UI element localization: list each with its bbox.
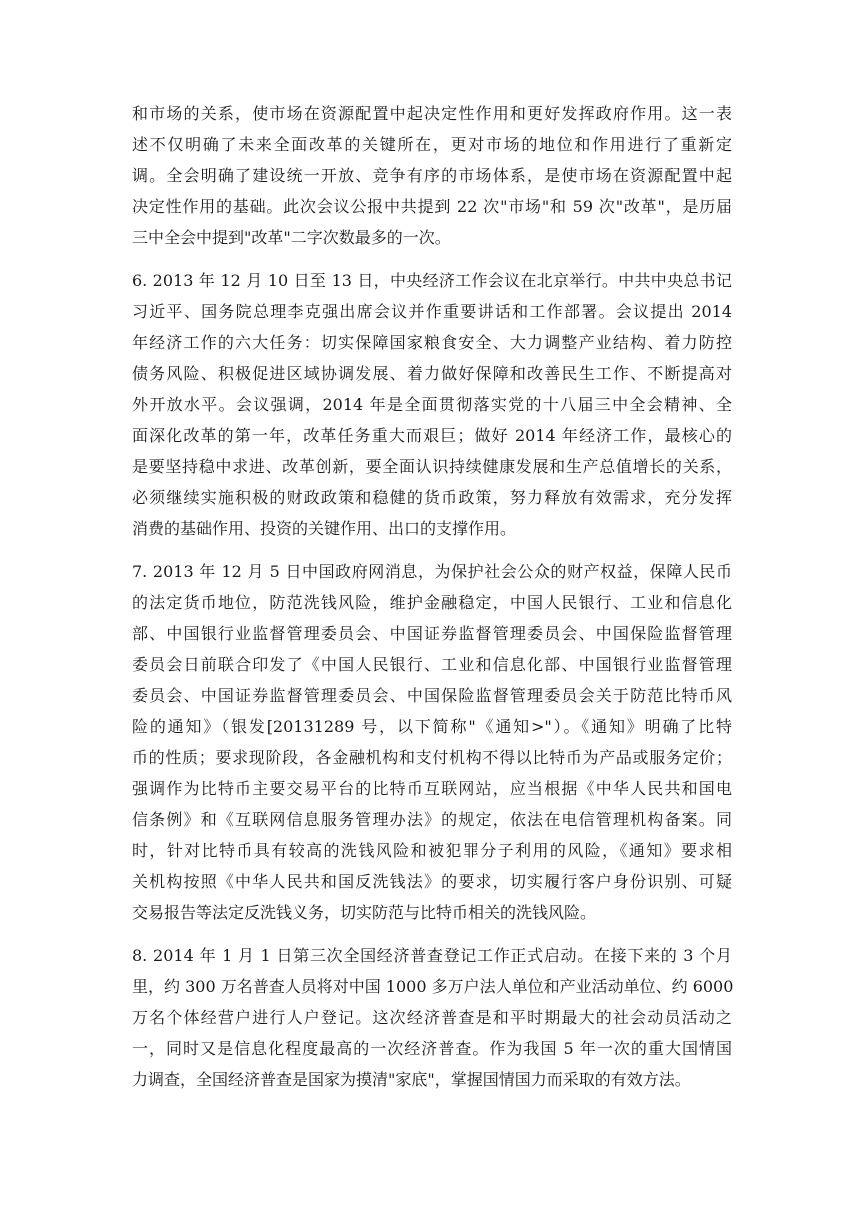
text-line: 里，约 300 万名普查人员将对中国 1000 多万户法人单位和产业活动单位、约 6000: [132, 977, 734, 996]
text-line: 交易报告等法定反洗钱义务，切实防范与比特币相关的洗钱风险。: [132, 903, 597, 922]
text-line: 是要坚持稳中求进、改革创新，要全面认识持续健康发展和生产总值增长的关系，: [132, 457, 732, 476]
text-line: 险的通知》（银发[20131289 号，以下简称"《通知>"）。《通知》明确了比特: [132, 717, 732, 736]
text-line: 和市场的关系，使市场在资源配置中起决定性作用和更好发挥政府作用。这一表: [132, 104, 732, 123]
text-line: 习近平、国务院总理李克强出席会议并作重要讲话和工作部署。会议提出 2014: [132, 302, 732, 321]
text-line: 述不仅明确了未来全面改革的关键所在，更对市场的地位和作用进行了重新定: [132, 135, 732, 154]
document-page: [132, 98, 732, 1107]
text-line: 委员会、中国证券监督管理委员会、中国保险监督管理委员会关于防范比特币风: [132, 686, 732, 705]
text-line: 决定性作用的基础。此次会议公报中共提到 22 次"市场"和 59 次"改革"，是历届: [132, 197, 732, 216]
text-line: 时，针对比特币具有较高的洗钱风险和被犯罪分子利用的风险，《通知》要求相: [132, 841, 732, 860]
text-line: 面深化改革的第一年，改革任务重大而艰巨；做好 2014 年经济工作，最核心的: [132, 426, 732, 445]
text-line: 强调作为比特币主要交易平台的比特币互联网站，应当根据《中华人民共和国电: [132, 779, 732, 798]
text-line: 外开放水平。会议强调，2014 年是全面贯彻落实党的十八届三中全会精神、全: [132, 395, 732, 414]
paragraph-item-7: [132, 556, 732, 928]
text-line: 的法定货币地位，防范洗钱风险，维护金融稳定，中国人民银行、工业和信息化: [132, 593, 732, 612]
text-line: 信条例》和《互联网信息服务管理办法》的规定，依法在电信管理机构备案。同: [132, 810, 732, 829]
text-line: 三中全会中提到"改革"二字次数最多的一次。: [132, 228, 451, 247]
paragraph-item-6: [132, 265, 732, 544]
text-line: 年经济工作的六大任务：切实保障国家粮食安全、大力调整产业结构、着力防控: [132, 333, 732, 352]
text-line: 必须继续实施积极的财政政策和稳健的货币政策，努力释放有效需求，充分发挥: [132, 488, 732, 507]
text-line: 消费的基础作用、投资的关键作用、出口的支撑作用。: [132, 519, 517, 538]
text-line: 币的性质；要求现阶段，各金融机构和支付机构不得以比特币为产品或服务定价；: [132, 748, 732, 767]
text-line: 债务风险、积极促进区域协调发展、着力做好保障和改善民生工作、不断提高对: [132, 364, 732, 383]
text-line: 部、中国银行业监督管理委员会、中国证券监督管理委员会、中国保险监督管理: [132, 624, 732, 643]
text-line: 万名个体经营户进行人户登记。这次经济普查是和平时期最大的社会动员活动之: [132, 1008, 732, 1027]
paragraph-item-8: [132, 940, 732, 1095]
text-line: 7. 2013 年 12 月 5 日中国政府网消息，为保护社会公众的财产权益，保障人民币: [132, 562, 732, 581]
text-line: 8. 2014 年 1 月 1 日第三次全国经济普查登记工作正式启动。在接下来的 3 个月: [132, 946, 732, 965]
text-line: 关机构按照《中华人民共和国反洗钱法》的要求，切实履行客户身份识别、可疑: [132, 872, 732, 891]
text-line: 调。全会明确了建设统一开放、竞争有序的市场体系，是使市场在资源配置中起: [132, 166, 732, 185]
paragraph-market-reform: [132, 98, 732, 253]
text-line: 委员会日前联合印发了《中国人民银行、工业和信息化部、中国银行业监督管理: [132, 655, 732, 674]
text-line: 一，同时又是信息化程度最高的一次经济普查。作为我国 5 年一次的重大国情国: [132, 1039, 732, 1058]
text-line: 6. 2013 年 12 月 10 日至 13 日，中央经济工作会议在北京举行。中共中央总书记: [132, 271, 732, 290]
text-line: 力调查，全国经济普查是国家为摸清"家底"，掌握国情国力而采取的有效方法。: [132, 1070, 691, 1089]
